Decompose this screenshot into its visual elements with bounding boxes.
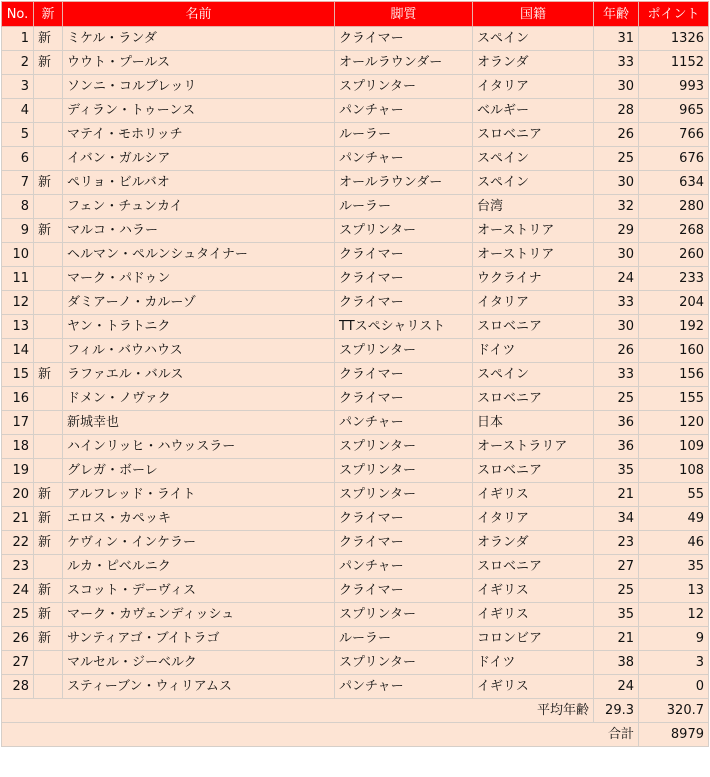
- cell-new-badge: [34, 555, 63, 579]
- cell-name: グレガ・ボーレ: [63, 459, 335, 483]
- cell-new-badge: [34, 675, 63, 699]
- cell-type: パンチャー: [335, 411, 473, 435]
- cell-name: エロス・カペッキ: [63, 507, 335, 531]
- cell-points: 993: [639, 75, 709, 99]
- cell-age: 31: [594, 27, 639, 51]
- header-type[interactable]: 脚質: [335, 2, 473, 27]
- cell-points: 1326: [639, 27, 709, 51]
- cell-nationality: オランダ: [473, 531, 594, 555]
- table-row: [2, 339, 709, 363]
- cell-nationality: スペイン: [473, 171, 594, 195]
- cell-name: ドメン・ノヴァク: [63, 387, 335, 411]
- cell-points: 55: [639, 483, 709, 507]
- cell-new-badge: [34, 459, 63, 483]
- table-row: [2, 651, 709, 675]
- cell-type: パンチャー: [335, 147, 473, 171]
- cell-age: 34: [594, 507, 639, 531]
- total-points: 8979: [639, 723, 709, 747]
- table-row: [2, 315, 709, 339]
- cell-age: 33: [594, 291, 639, 315]
- cell-points: 260: [639, 243, 709, 267]
- cell-new-badge: 新: [34, 603, 63, 627]
- table-body: [2, 27, 709, 699]
- table-row: [2, 51, 709, 75]
- table-row: [2, 219, 709, 243]
- cell-name: サンティアゴ・ブイトラゴ: [63, 627, 335, 651]
- cell-new-badge: 新: [34, 531, 63, 555]
- table-summary: [2, 699, 709, 747]
- cell-nationality: 日本: [473, 411, 594, 435]
- cell-type: ルーラー: [335, 627, 473, 651]
- cell-name: フィル・バウハウス: [63, 339, 335, 363]
- average-row: [2, 699, 709, 723]
- cell-nationality: オーストリア: [473, 219, 594, 243]
- cell-type: スプリンター: [335, 483, 473, 507]
- cell-points: 204: [639, 291, 709, 315]
- cell-points: 108: [639, 459, 709, 483]
- cell-type: スプリンター: [335, 435, 473, 459]
- table-row: [2, 411, 709, 435]
- cell-name: ディラン・トゥーンス: [63, 99, 335, 123]
- cell-points: 676: [639, 147, 709, 171]
- cell-name: ケヴィン・インケラー: [63, 531, 335, 555]
- cell-no: 9: [2, 219, 34, 243]
- cell-type: クライマー: [335, 579, 473, 603]
- cell-nationality: オランダ: [473, 51, 594, 75]
- cell-type: スプリンター: [335, 75, 473, 99]
- cell-nationality: スロベニア: [473, 315, 594, 339]
- cell-name: マルセル・ジーベルク: [63, 651, 335, 675]
- cell-points: 766: [639, 123, 709, 147]
- cell-no: 2: [2, 51, 34, 75]
- table-row: [2, 531, 709, 555]
- cell-nationality: ドイツ: [473, 339, 594, 363]
- cell-nationality: スペイン: [473, 363, 594, 387]
- cell-age: 35: [594, 603, 639, 627]
- cell-name: 新城幸也: [63, 411, 335, 435]
- cell-type: スプリンター: [335, 651, 473, 675]
- header-row: [2, 2, 709, 27]
- cell-no: 15: [2, 363, 34, 387]
- cell-no: 14: [2, 339, 34, 363]
- cell-new-badge: [34, 147, 63, 171]
- cell-age: 32: [594, 195, 639, 219]
- cell-name: ミケル・ランダ: [63, 27, 335, 51]
- cell-age: 36: [594, 435, 639, 459]
- cell-points: 12: [639, 603, 709, 627]
- cell-nationality: スロベニア: [473, 459, 594, 483]
- cell-type: パンチャー: [335, 675, 473, 699]
- cell-no: 12: [2, 291, 34, 315]
- cell-new-badge: [34, 243, 63, 267]
- table-row: [2, 363, 709, 387]
- cell-type: クライマー: [335, 387, 473, 411]
- cell-name: マーク・パドゥン: [63, 267, 335, 291]
- header-nationality[interactable]: 国籍: [473, 2, 594, 27]
- cell-name: アルフレッド・ライト: [63, 483, 335, 507]
- cell-points: 634: [639, 171, 709, 195]
- cell-name: ラファエル・バルス: [63, 363, 335, 387]
- cell-nationality: スペイン: [473, 147, 594, 171]
- cell-age: 29: [594, 219, 639, 243]
- cell-type: オールラウンダー: [335, 171, 473, 195]
- header-points[interactable]: ポイント: [639, 2, 709, 27]
- cell-name: ペリョ・ビルバオ: [63, 171, 335, 195]
- cell-type: スプリンター: [335, 219, 473, 243]
- cell-no: 16: [2, 387, 34, 411]
- cell-age: 27: [594, 555, 639, 579]
- table-header: [2, 2, 709, 27]
- cell-points: 156: [639, 363, 709, 387]
- table-row: [2, 147, 709, 171]
- cell-age: 35: [594, 459, 639, 483]
- cell-points: 120: [639, 411, 709, 435]
- cell-nationality: スペイン: [473, 27, 594, 51]
- cell-no: 10: [2, 243, 34, 267]
- table-row: [2, 99, 709, 123]
- cell-no: 20: [2, 483, 34, 507]
- cell-new-badge: [34, 99, 63, 123]
- cell-nationality: オーストラリア: [473, 435, 594, 459]
- average-age: 29.3: [594, 699, 639, 723]
- cell-nationality: スロベニア: [473, 555, 594, 579]
- cell-new-badge: [34, 387, 63, 411]
- table-row: [2, 555, 709, 579]
- cell-type: ルーラー: [335, 195, 473, 219]
- cell-type: クライマー: [335, 291, 473, 315]
- cell-name: ウウト・プールス: [63, 51, 335, 75]
- cell-new-badge: 新: [34, 27, 63, 51]
- cell-type: スプリンター: [335, 459, 473, 483]
- cell-no: 19: [2, 459, 34, 483]
- table-row: [2, 27, 709, 51]
- cell-age: 38: [594, 651, 639, 675]
- cell-type: クライマー: [335, 531, 473, 555]
- table-row: [2, 75, 709, 99]
- cell-no: 5: [2, 123, 34, 147]
- cell-age: 24: [594, 675, 639, 699]
- cell-type: クライマー: [335, 243, 473, 267]
- cell-new-badge: 新: [34, 219, 63, 243]
- cell-new-badge: [34, 291, 63, 315]
- table-row: [2, 243, 709, 267]
- cell-nationality: イギリス: [473, 675, 594, 699]
- cell-age: 30: [594, 315, 639, 339]
- cell-new-badge: [34, 315, 63, 339]
- cell-no: 6: [2, 147, 34, 171]
- cell-nationality: 台湾: [473, 195, 594, 219]
- cell-name: ソンニ・コルブレッリ: [63, 75, 335, 99]
- cell-no: 8: [2, 195, 34, 219]
- header-new[interactable]: 新: [34, 2, 63, 27]
- cell-no: 22: [2, 531, 34, 555]
- cell-nationality: オーストリア: [473, 243, 594, 267]
- cell-type: クライマー: [335, 507, 473, 531]
- cell-no: 25: [2, 603, 34, 627]
- rider-roster-table: [1, 1, 709, 747]
- cell-nationality: イタリア: [473, 507, 594, 531]
- table-row: [2, 483, 709, 507]
- cell-nationality: コロンビア: [473, 627, 594, 651]
- cell-type: ルーラー: [335, 123, 473, 147]
- cell-new-badge: 新: [34, 363, 63, 387]
- cell-nationality: ウクライナ: [473, 267, 594, 291]
- cell-no: 17: [2, 411, 34, 435]
- cell-no: 11: [2, 267, 34, 291]
- cell-age: 33: [594, 51, 639, 75]
- cell-new-badge: [34, 195, 63, 219]
- cell-name: ダミアーノ・カルーゾ: [63, 291, 335, 315]
- cell-age: 25: [594, 579, 639, 603]
- cell-name: マーク・カヴェンディッシュ: [63, 603, 335, 627]
- cell-new-badge: [34, 435, 63, 459]
- cell-new-badge: [34, 267, 63, 291]
- cell-nationality: スロベニア: [473, 387, 594, 411]
- cell-age: 36: [594, 411, 639, 435]
- table-row: [2, 603, 709, 627]
- cell-age: 30: [594, 75, 639, 99]
- cell-points: 965: [639, 99, 709, 123]
- cell-no: 21: [2, 507, 34, 531]
- table-row: [2, 291, 709, 315]
- cell-name: スティーブン・ウィリアムス: [63, 675, 335, 699]
- cell-name: ヤン・トラトニク: [63, 315, 335, 339]
- cell-nationality: ベルギー: [473, 99, 594, 123]
- cell-no: 28: [2, 675, 34, 699]
- cell-points: 280: [639, 195, 709, 219]
- cell-no: 1: [2, 27, 34, 51]
- cell-new-badge: 新: [34, 51, 63, 75]
- table-row: [2, 195, 709, 219]
- cell-no: 13: [2, 315, 34, 339]
- cell-type: オールラウンダー: [335, 51, 473, 75]
- cell-name: スコット・デーヴィス: [63, 579, 335, 603]
- cell-new-badge: [34, 411, 63, 435]
- total-label: 合計: [2, 723, 639, 747]
- cell-type: TTスペシャリスト: [335, 315, 473, 339]
- cell-new-badge: 新: [34, 579, 63, 603]
- table-row: [2, 579, 709, 603]
- cell-points: 49: [639, 507, 709, 531]
- cell-new-badge: 新: [34, 483, 63, 507]
- cell-name: ハインリッヒ・ハウッスラー: [63, 435, 335, 459]
- cell-new-badge: [34, 123, 63, 147]
- cell-points: 0: [639, 675, 709, 699]
- cell-points: 192: [639, 315, 709, 339]
- cell-nationality: イギリス: [473, 603, 594, 627]
- cell-type: スプリンター: [335, 339, 473, 363]
- cell-name: マテイ・モホリッチ: [63, 123, 335, 147]
- cell-new-badge: [34, 75, 63, 99]
- cell-no: 18: [2, 435, 34, 459]
- cell-points: 155: [639, 387, 709, 411]
- cell-points: 9: [639, 627, 709, 651]
- cell-points: 13: [639, 579, 709, 603]
- cell-age: 28: [594, 99, 639, 123]
- cell-nationality: スロベニア: [473, 123, 594, 147]
- cell-age: 26: [594, 123, 639, 147]
- table-row: [2, 267, 709, 291]
- header-name[interactable]: 名前: [63, 2, 335, 27]
- cell-new-badge: 新: [34, 627, 63, 651]
- cell-points: 35: [639, 555, 709, 579]
- table-row: [2, 675, 709, 699]
- cell-name: イバン・ガルシア: [63, 147, 335, 171]
- cell-nationality: イギリス: [473, 579, 594, 603]
- header-no[interactable]: No.: [2, 2, 34, 27]
- cell-age: 26: [594, 339, 639, 363]
- cell-name: ルカ・ピベルニク: [63, 555, 335, 579]
- total-row: [2, 723, 709, 747]
- cell-age: 25: [594, 387, 639, 411]
- cell-points: 160: [639, 339, 709, 363]
- cell-points: 3: [639, 651, 709, 675]
- cell-points: 233: [639, 267, 709, 291]
- table-row: [2, 627, 709, 651]
- cell-type: クライマー: [335, 363, 473, 387]
- cell-age: 21: [594, 627, 639, 651]
- cell-age: 33: [594, 363, 639, 387]
- cell-name: マルコ・ハラー: [63, 219, 335, 243]
- table-row: [2, 507, 709, 531]
- table-row: [2, 171, 709, 195]
- table-row: [2, 123, 709, 147]
- cell-new-badge: [34, 651, 63, 675]
- cell-no: 26: [2, 627, 34, 651]
- cell-no: 3: [2, 75, 34, 99]
- cell-points: 1152: [639, 51, 709, 75]
- cell-age: 24: [594, 267, 639, 291]
- cell-age: 30: [594, 243, 639, 267]
- cell-nationality: イギリス: [473, 483, 594, 507]
- cell-age: 21: [594, 483, 639, 507]
- cell-age: 25: [594, 147, 639, 171]
- cell-type: パンチャー: [335, 555, 473, 579]
- cell-type: スプリンター: [335, 603, 473, 627]
- cell-no: 7: [2, 171, 34, 195]
- table-row: [2, 435, 709, 459]
- cell-type: クライマー: [335, 267, 473, 291]
- cell-name: ヘルマン・ペルンシュタイナー: [63, 243, 335, 267]
- cell-points: 46: [639, 531, 709, 555]
- cell-nationality: ドイツ: [473, 651, 594, 675]
- cell-new-badge: [34, 339, 63, 363]
- cell-nationality: イタリア: [473, 291, 594, 315]
- cell-age: 30: [594, 171, 639, 195]
- cell-no: 23: [2, 555, 34, 579]
- cell-no: 27: [2, 651, 34, 675]
- header-age[interactable]: 年齢: [594, 2, 639, 27]
- cell-name: フェン・チュンカイ: [63, 195, 335, 219]
- cell-age: 23: [594, 531, 639, 555]
- average-points: 320.7: [639, 699, 709, 723]
- cell-type: パンチャー: [335, 99, 473, 123]
- cell-type: クライマー: [335, 27, 473, 51]
- table-row: [2, 459, 709, 483]
- cell-points: 268: [639, 219, 709, 243]
- table-row: [2, 387, 709, 411]
- cell-no: 24: [2, 579, 34, 603]
- cell-nationality: イタリア: [473, 75, 594, 99]
- cell-new-badge: 新: [34, 171, 63, 195]
- average-label: 平均年齢: [2, 699, 594, 723]
- cell-no: 4: [2, 99, 34, 123]
- cell-points: 109: [639, 435, 709, 459]
- cell-new-badge: 新: [34, 507, 63, 531]
